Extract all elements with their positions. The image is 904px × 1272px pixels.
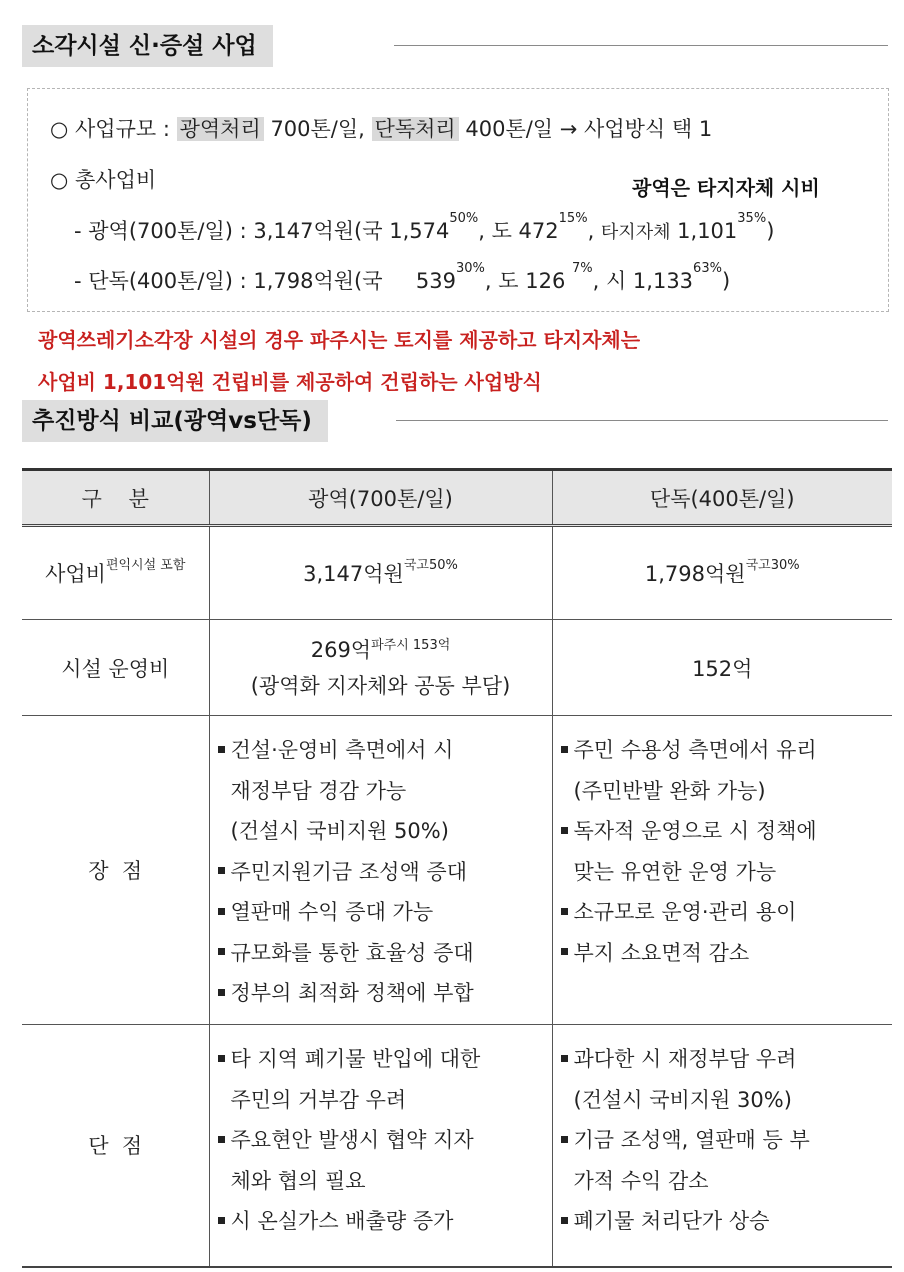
wide-cost-value: 3,147억원 (303, 562, 404, 586)
square-bullet-icon (218, 867, 225, 874)
header-wide: 광역(700톤/일) (209, 470, 552, 526)
list-item (561, 811, 887, 852)
wide-cost-pct-province: 15% (558, 211, 588, 226)
table-row-operation (22, 620, 892, 716)
wide-cost-prefix: - 광역(700톤/일) : 3,147억원(국 1,574 (74, 219, 450, 243)
cell-wide-operation (209, 620, 552, 716)
list-item (218, 852, 546, 893)
red-annotation-line-2: 사업비 1,101억원 건립비를 제공하여 건립하는 사업방식 (38, 370, 542, 394)
square-bullet-icon (218, 948, 225, 955)
list-item-text: 기금 조성액, 열판매 등 부 (573, 1128, 810, 1152)
solo-cost-mid2: , 시 1,133 (592, 269, 694, 293)
square-bullet-icon (218, 1217, 225, 1224)
section-rule (396, 420, 888, 421)
list-item-text: 소규모로 운영·관리 용이 (573, 900, 797, 924)
square-bullet-icon (561, 1136, 568, 1143)
wide-cost-mid2: , (587, 219, 601, 243)
solo-cost-mid1: , 도 126 (484, 269, 572, 293)
square-bullet-icon (561, 948, 568, 955)
square-bullet-icon (218, 1055, 225, 1062)
list-item (561, 892, 887, 933)
row-label-pros: 장 점 (22, 716, 209, 1025)
row-label-operation: 시설 운영비 (22, 620, 209, 716)
list-item (561, 933, 887, 974)
section-title: 추진방식 비교(광역vs단독) (22, 400, 328, 442)
cell-wide-pros (209, 716, 552, 1025)
wide-cost-mid3: 1,101 (670, 219, 738, 243)
section-header-project (22, 25, 888, 67)
list-item-text: 열판매 수익 증대 가능 (230, 900, 434, 924)
square-bullet-icon (218, 746, 225, 753)
list-item (218, 1120, 546, 1161)
square-bullet-icon (218, 908, 225, 915)
wide-operation-sup: 파주시 153억 (371, 637, 451, 653)
scale-label: 사업규모 : (75, 117, 170, 141)
square-bullet-icon (561, 1055, 568, 1062)
square-bullet-icon (561, 746, 568, 753)
list-item (561, 1120, 887, 1161)
list-item-text: (건설시 국비지원 30%) (573, 1087, 792, 1112)
wide-cost-other-local: 타지자체 (600, 222, 671, 243)
list-item-text: 주민 수용성 측면에서 유리 (573, 738, 817, 762)
corner-mark (866, 1266, 892, 1268)
list-item (218, 1039, 546, 1080)
solo-cost-value: 1,798억원 (644, 562, 746, 586)
list-item (561, 1161, 887, 1202)
solo-cost-sup: 국고30% (745, 558, 800, 573)
list-item-text: 타 지역 폐기물 반입에 대한 (230, 1047, 481, 1071)
square-bullet-icon (561, 1217, 568, 1224)
list-item (218, 973, 546, 1014)
solo-cost-suffix: ) (721, 269, 731, 293)
list-item-text: 체와 협의 필요 (230, 1168, 366, 1193)
section-title: 소각시설 신·증설 사업 (22, 25, 273, 67)
list-item (561, 852, 887, 893)
cell-wide-cons (209, 1025, 552, 1267)
list-item-text: 독자적 운영으로 시 정책에 (573, 819, 817, 843)
list-item-text: 시 온실가스 배출량 증가 (230, 1209, 454, 1233)
list-item (561, 1201, 887, 1242)
row-label-cost (22, 526, 209, 620)
wide-cost-sup: 국고50% (403, 558, 458, 573)
list-item (218, 730, 546, 771)
cost-label-sup: 편익시설 포함 (105, 558, 186, 573)
circle-bullet-icon: ○ (50, 117, 69, 141)
scale-wide-highlight: 광역처리 (177, 117, 264, 141)
total-cost-line (50, 164, 156, 194)
table-header-row (22, 470, 892, 526)
solo-cost-line (74, 261, 731, 295)
wide-cost-pct-national: 50% (449, 211, 479, 226)
cell-wide-cost (209, 526, 552, 620)
total-cost-label: 총사업비 (75, 168, 157, 192)
red-annotation-line-1: 광역쓰레기소각장 시설의 경우 파주시는 토지를 제공하고 타지자체는 (38, 328, 641, 352)
annotation-wide-funding: 광역은 타지자체 시비 (632, 176, 820, 200)
list-item (561, 730, 887, 771)
cell-solo-cost (552, 526, 892, 620)
cell-solo-cons (552, 1025, 892, 1267)
project-scale-line (50, 113, 712, 143)
list-item (218, 811, 546, 852)
list-item-text: 주민지원기금 조성액 증대 (230, 859, 467, 884)
circle-bullet-icon: ○ (50, 168, 69, 192)
square-bullet-icon (218, 989, 225, 996)
list-item (218, 1080, 546, 1121)
list-item (218, 771, 546, 812)
solo-cost-prefix: - 단독(400톤/일) : 1,798억원(국 539 (74, 269, 456, 293)
table-row-cost (22, 526, 892, 620)
list-item-text: 폐기물 처리단가 상승 (573, 1209, 770, 1233)
cell-solo-pros (552, 716, 892, 1025)
header-category: 구 분 (22, 470, 209, 526)
cell-solo-operation: 152억 (552, 620, 892, 716)
section-rule (394, 45, 888, 46)
solo-cost-pct-city: 63% (693, 261, 722, 276)
square-bullet-icon (561, 908, 568, 915)
list-item-text: 주민의 거부감 우려 (230, 1087, 407, 1112)
list-item (218, 892, 546, 933)
scale-solo-highlight: 단독처리 (372, 117, 459, 141)
list-item-text: 가적 수익 감소 (573, 1168, 709, 1193)
wide-cost-suffix: ) (766, 219, 775, 243)
list-item (561, 771, 887, 812)
wide-cost-mid1: , 도 472 (478, 219, 559, 243)
square-bullet-icon (218, 1136, 225, 1143)
list-item (561, 1080, 887, 1121)
list-item-text: 재정부담 경감 가능 (230, 778, 407, 803)
cost-label: 사업비 (45, 562, 106, 586)
list-item (218, 1201, 546, 1242)
list-item-text: (건설시 국비지원 50%) (230, 819, 449, 843)
table-row-cons (22, 1025, 892, 1267)
list-item (218, 1161, 546, 1202)
scale-mid: 700톤/일, (263, 117, 372, 141)
wide-operation-value: 269억 (310, 637, 372, 662)
list-item-text: 정부의 최적화 정책에 부합 (230, 981, 474, 1005)
solo-cost-pct-province: 7% (571, 261, 593, 276)
wide-cost-line (74, 211, 775, 245)
list-item-text: 건설·운영비 측면에서 시 (230, 738, 454, 762)
list-item-text: 과다한 시 재정부담 우려 (573, 1047, 797, 1071)
header-solo: 단독(400톤/일) (552, 470, 892, 526)
list-item-text: 규모화를 통한 효율성 증대 (230, 940, 474, 965)
list-item-text: 주요현안 발생시 협약 지자 (230, 1128, 474, 1152)
section-header-comparison (22, 400, 888, 442)
list-item (218, 933, 546, 974)
row-label-cons: 단 점 (22, 1025, 209, 1267)
scale-end: 400톤/일 → 사업방식 택 1 (458, 117, 713, 141)
list-item-text: (주민반발 완화 가능) (573, 778, 766, 803)
table-row-pros (22, 716, 892, 1025)
list-item-text: 부지 소요면적 감소 (573, 940, 750, 965)
solo-cost-pct-national: 30% (456, 261, 485, 276)
square-bullet-icon (561, 827, 568, 834)
list-item (561, 1039, 887, 1080)
wide-operation-note: (광역화 지자체와 공동 부담) (250, 673, 511, 698)
comparison-table (22, 468, 892, 1268)
wide-cost-pct-other: 35% (737, 211, 767, 226)
list-item-text: 맞는 유연한 운영 가능 (573, 859, 777, 884)
